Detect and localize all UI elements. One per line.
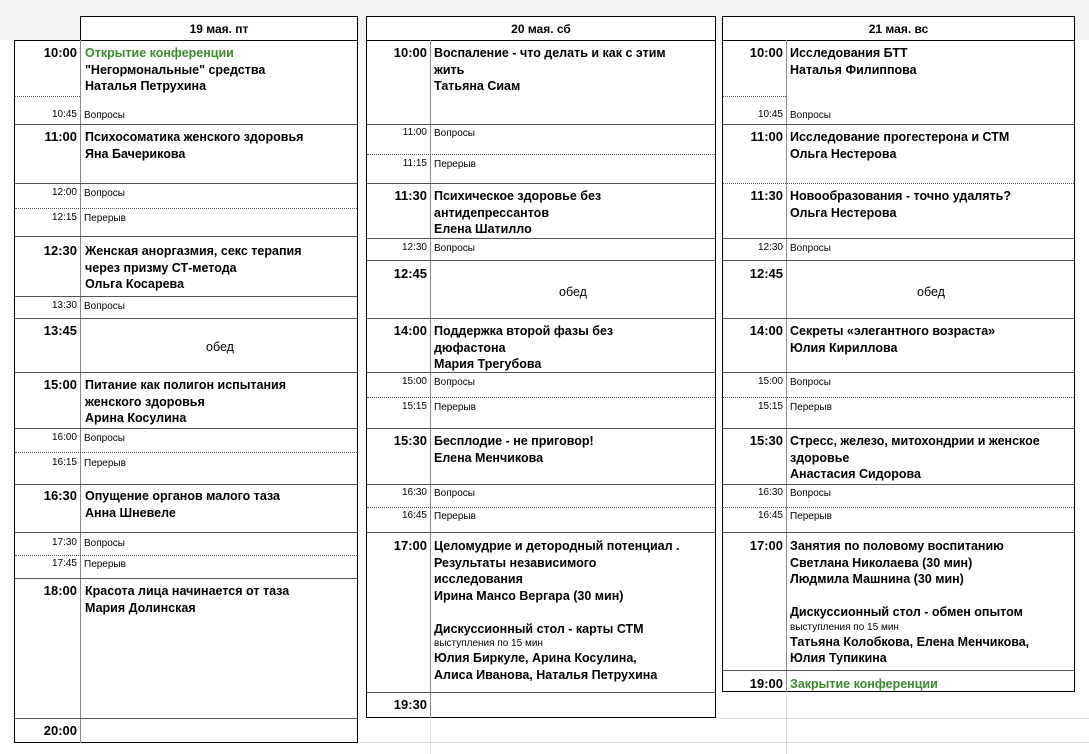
speaker-name: Ольга Нестерова [790, 205, 897, 220]
session-time: 12:30 [43, 243, 77, 258]
speaker-name: Юлия Кириллова [790, 340, 898, 355]
roundtable-title: Дискуссионный стол - карты СТМ [434, 621, 644, 636]
roundtable-title: Дискуссионный стол - обмен опытом [790, 605, 1023, 619]
slot-time: 10:45 [51, 109, 77, 120]
slot-note: Вопросы [434, 243, 475, 254]
session-time: 12:45 [749, 266, 783, 281]
session-title: Новообразования - точно удалять? Ольга Нестерова [790, 189, 1011, 220]
day-header: 19 мая. пт [80, 16, 358, 42]
session-time: 15:00 [43, 377, 77, 392]
speaker-name: Ольга Косарева [85, 277, 185, 291]
speaker-name: Арина Косулина [85, 411, 187, 425]
slot-note: Перерыв [84, 213, 126, 224]
slot-note: Перерыв [790, 402, 832, 413]
slot-time: 15:00 [401, 376, 427, 387]
speaker-name: Елена Шатилло [434, 222, 532, 236]
roundtable-note: выступления по 15 мин [434, 638, 543, 649]
session-title: Питание как полигон испытания женского здоровья Арина Косулина [85, 378, 287, 425]
lunch-label: обед [206, 340, 234, 354]
session-time: 11:00 [44, 129, 77, 144]
speaker-list: Юлия Биркуле, Арина Косулина, [434, 651, 637, 665]
slot-note: Вопросы [790, 377, 831, 388]
speaker-list: Юлия Тупикина [790, 651, 887, 665]
session-title: Психическое здоровье без антидепрессантов Елена Шатилло [434, 189, 602, 236]
slot-note: Перерыв [790, 511, 832, 522]
speaker-name: Елена Менчикова [434, 450, 544, 465]
slot-time: 12:30 [757, 242, 783, 253]
slot-note: Вопросы [790, 243, 831, 254]
speaker-name: Татьяна Сиам [434, 79, 521, 93]
roundtable-note: выступления по 15 мин [790, 621, 899, 633]
session-time: 12:45 [393, 266, 427, 281]
speaker-list: Алиса Иванова, Наталья Петрухина [434, 667, 658, 682]
slot-note: Вопросы [84, 188, 125, 199]
session-title: Исследование прогестерона и СТМ Ольга Нестерова [790, 130, 1010, 161]
speaker-name: Ирина Мансо Вергара (30 мин) [434, 588, 624, 603]
session-title: Занятия по половому воспитанию Светлана Николаева (30 мин) Людмила Машнина (30 мин) Дискуссионный стол - обмен опытом выступления по 15 мин Татьяна Колобкова, Елена Менчикова, Юлия Тупикина [790, 539, 1030, 665]
session-time: 10:00 [749, 45, 783, 60]
slot-note: Вопросы [790, 110, 831, 121]
time-column-divider [80, 40, 81, 743]
slot-note: Вопросы [434, 128, 475, 139]
lunch-label: обед [559, 285, 587, 299]
slot-time: 12:00 [51, 187, 77, 198]
slot-note: Вопросы [434, 488, 475, 499]
session-time: 17:00 [393, 538, 427, 553]
slot-time: 16:15 [51, 457, 77, 468]
slot-note: Вопросы [84, 538, 125, 549]
day-column-sat [360, 0, 720, 754]
session-title: Воспаление - что делать и как с этим жить Татьяна Сиам [434, 46, 666, 93]
session-title: Исследования БТТ Наталья Филиппова [790, 46, 917, 77]
slot-time: 11:00 [402, 127, 427, 138]
slot-time: 13:30 [51, 300, 77, 311]
session-time: 18:00 [43, 583, 77, 598]
slot-time: 16:30 [757, 487, 783, 498]
session-time: 11:30 [394, 188, 427, 203]
session-time: 15:30 [749, 433, 783, 448]
slot-time: 12:30 [401, 242, 427, 253]
slot-time: 16:30 [401, 487, 427, 498]
speaker-name: Наталья Петрухина [85, 79, 207, 93]
end-time: 20:00 [43, 723, 77, 738]
speaker-name: Мария Трегубова [434, 357, 542, 371]
session-time: 15:30 [393, 433, 427, 448]
slot-note: Перерыв [434, 402, 476, 413]
session-time: 10:00 [43, 45, 77, 60]
session-title [85, 45, 265, 95]
session-title: Психосоматика женского здоровья Яна Бачерикова [85, 130, 304, 161]
session-title: Секреты «элегантного возраста» Юлия Кириллова [790, 324, 996, 355]
slot-time: 10:45 [757, 109, 783, 120]
slot-note: Перерыв [434, 511, 476, 522]
slot-note: Вопросы [84, 110, 125, 121]
session-time: 14:00 [749, 323, 783, 338]
slot-time: 17:30 [51, 537, 77, 548]
session-title: Красота лица начинается от таза Мария Долинская [85, 584, 290, 615]
slot-note: Перерыв [84, 559, 126, 570]
session-time: 16:30 [43, 488, 77, 503]
day-column-fri [0, 0, 360, 754]
session-time: 13:45 [43, 323, 77, 338]
speaker-name: Мария Долинская [85, 600, 196, 615]
slot-note: Перерыв [434, 159, 476, 170]
session-title: Стресс, железо, митохондрии и женское здоровье Анастасия Сидорова [790, 434, 1040, 481]
session-time: 11:00 [750, 129, 783, 144]
slot-note: Перерыв [84, 458, 126, 469]
slot-time: 11:15 [402, 158, 427, 169]
slot-time: 16:45 [401, 510, 427, 521]
session-line: "Негормональные" средства [85, 62, 266, 77]
day-header: 21 мая. вс [722, 16, 1075, 42]
slot-time: 15:15 [757, 401, 783, 412]
session-title: Опущение органов малого таза Анна Шневеле [85, 489, 280, 520]
slot-time: 15:00 [757, 376, 783, 387]
session-time: 19:00 [749, 676, 783, 691]
slot-time: 16:00 [51, 432, 77, 443]
slot-note: Вопросы [434, 377, 475, 388]
opening-label: Открытие конференции [85, 46, 234, 60]
day-column-sun [720, 0, 1089, 754]
session-time: 11:30 [750, 188, 783, 203]
speaker-name: Наталья Филиппова [790, 62, 917, 77]
time-column-divider [786, 40, 787, 692]
speaker-name: Яна Бачерикова [85, 146, 186, 161]
slot-time: 16:45 [757, 510, 783, 521]
day-header: 20 мая. сб [366, 16, 716, 42]
session-time: 17:00 [749, 538, 783, 553]
slot-note: Вопросы [84, 301, 125, 312]
closing-label: Закрытие конференции [790, 677, 938, 691]
speaker-name: Людмила Машнина (30 мин) [790, 572, 964, 586]
slot-time: 17:45 [51, 558, 77, 569]
end-time: 19:30 [393, 697, 427, 712]
speaker-name: Ольга Нестерова [790, 146, 897, 161]
speaker-name: Светлана Николаева (30 мин) [790, 555, 973, 570]
slot-time: 12:15 [51, 212, 77, 223]
session-title: Целомудрие и детородный потенциал . Результаты независимого исследования Ирина Мансо Вергара (30 мин) Дискуссионный стол - карты СТМ выступления по 15 мин Юлия Биркуле, Арина Косулина, Алиса Иванова, Наталья Петрухина [434, 539, 680, 682]
slot-time: 15:15 [401, 401, 427, 412]
session-title: Бесплодие - не приговор! Елена Менчикова [434, 434, 594, 465]
lunch-label: обед [917, 285, 945, 299]
time-column-divider [430, 40, 431, 718]
slot-note: Вопросы [790, 488, 831, 499]
speaker-name: Анна Шневеле [85, 505, 176, 520]
slot-note: Вопросы [84, 433, 125, 444]
session-time: 10:00 [393, 45, 427, 60]
speaker-list: Татьяна Колобкова, Елена Менчикова, [790, 634, 1030, 649]
session-title: Поддержка второй фазы без дюфастона Мария Трегубова [434, 324, 614, 371]
speaker-name: Анастасия Сидорова [790, 467, 921, 481]
session-time: 14:00 [393, 323, 427, 338]
session-title: Женская аноргазмия, секс терапия через призму СТ-метода Ольга Косарева [85, 244, 302, 291]
